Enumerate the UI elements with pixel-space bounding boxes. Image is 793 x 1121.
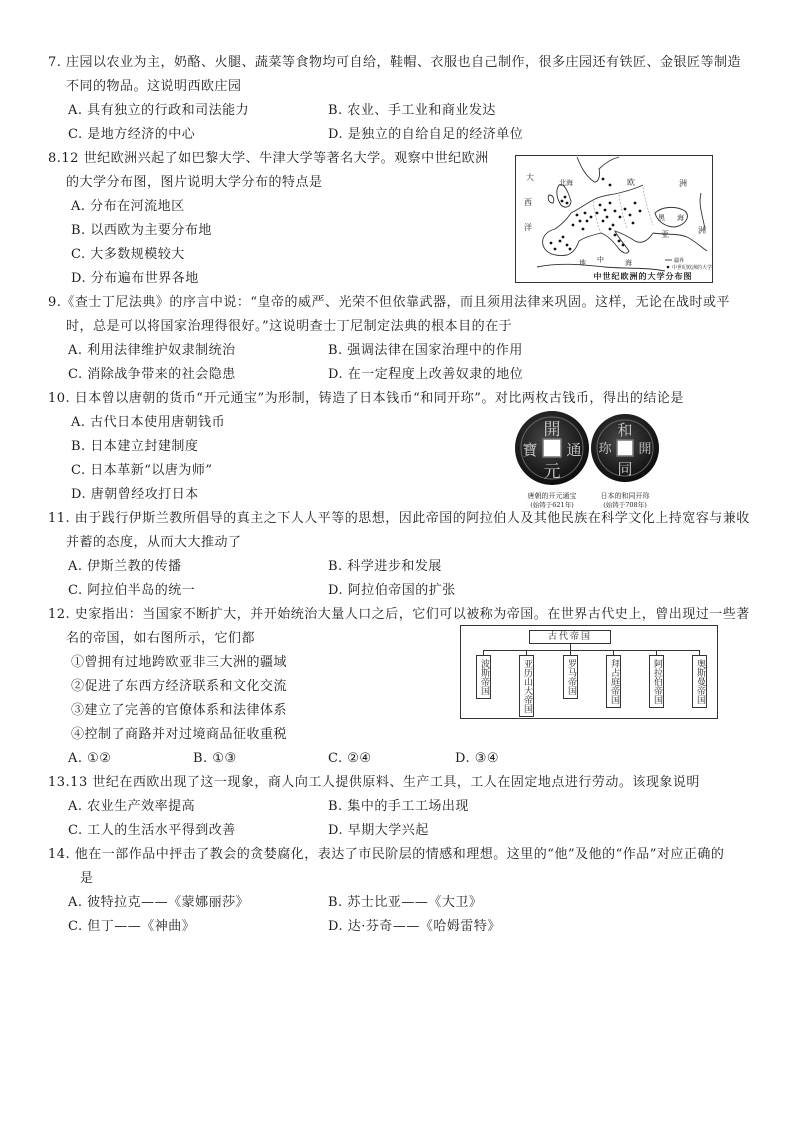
q12-options-row xyxy=(48,747,753,771)
q10-option-c: C. 日本革新“以唐为师” xyxy=(71,463,213,478)
q7-option-c: C. 是地方经济的中心 xyxy=(68,127,196,142)
empire-box-roman: 罗马帝国 xyxy=(563,655,578,699)
q12-stem-line-2: 名的帝国，如右图所示，它们都 xyxy=(66,631,256,646)
q9-options-row-1 xyxy=(48,339,753,363)
q12-statement-1: ①曾拥有过地跨欧亚非三大洲的疆域 xyxy=(71,655,288,670)
tang-coin-char-top: 開 xyxy=(543,420,561,440)
empire-box-byzantine: 拜占庭帝国 xyxy=(606,655,621,708)
q11-options-row-2 xyxy=(48,579,753,603)
q13-stem-line-1: 13.13 世纪在西欧出现了这一现象，商人向工人提供原料、生产工具，工人在固定地点进行劳动。该现象说明 xyxy=(48,775,700,790)
japan-coin xyxy=(591,414,659,509)
q7-options-row-2 xyxy=(48,123,753,147)
map-label-asia-1: 亚 xyxy=(661,230,669,239)
q7-option-d: D. 是独立的自给自足的经济单位 xyxy=(328,127,524,142)
q8-stem-line-1: 8.12 世纪欧洲兴起了如巴黎大学、牛津大学等著名大学。观察中世纪欧洲 xyxy=(48,151,489,166)
q12-option-b: B. ①③ xyxy=(193,751,237,766)
university-dot xyxy=(572,224,575,227)
empire-box-alexander: 亚历山大帝国 xyxy=(519,655,534,717)
university-dot xyxy=(579,220,582,223)
q9-options-row-2 xyxy=(48,363,753,387)
university-dot xyxy=(624,208,627,211)
japan-coin-caption: 日本的和同开珎 xyxy=(600,492,650,500)
university-dot xyxy=(559,240,562,243)
japan-coin-char-left: 珎 xyxy=(598,442,612,457)
map-label-black-sea-2: 海 xyxy=(677,214,684,222)
q11-option-d: D. 阿拉伯帝国的扩张 xyxy=(328,583,456,598)
q11-stem-line-2: 并蓄的态度，从而大大推动了 xyxy=(66,535,242,550)
university-dot xyxy=(619,216,622,219)
legend-university-swatch xyxy=(667,266,670,269)
university-dot xyxy=(604,209,607,212)
q11-option-b: B. 科学进步和发展 xyxy=(328,559,442,574)
q12-option-a: A. ①② xyxy=(68,751,112,766)
university-dot xyxy=(602,178,605,181)
university-dot xyxy=(566,244,569,247)
map-caption: 中世纪欧洲的大学分布图 xyxy=(593,271,693,281)
japan-coin-char-top: 和 xyxy=(617,421,633,439)
q7-options-row-1 xyxy=(48,99,753,123)
q12-statement-3: ③建立了完善的官僚体系和法律体系 xyxy=(71,703,288,718)
empire-box-persian: 波斯帝国 xyxy=(476,655,491,699)
map-label-europe-1: 欧 xyxy=(627,178,635,187)
q7-option-a: A. 具有独立的行政和司法能力 xyxy=(68,103,250,118)
q13-option-a: A. 农业生产效率提高 xyxy=(68,799,196,814)
q12-statement-2: ②促进了东西方经济联系和文化交流 xyxy=(71,679,288,694)
q14-options-row-2 xyxy=(48,915,753,939)
map-label-europe-2: 洲 xyxy=(679,179,687,188)
university-dot xyxy=(596,212,599,215)
q7-stem-line-1: 7. 庄园以农业为主，奶酪、火腿、蔬菜等食物均可自给，鞋帽、衣服也自己制作，很多庄园还有铁匠、金银匠等制造 xyxy=(48,55,742,70)
university-dot xyxy=(602,220,605,223)
q8-option-c: C. 大多数规模较大 xyxy=(71,247,185,262)
university-dot xyxy=(609,184,612,187)
q10-option-a: A. 古代日本使用唐朝钱币 xyxy=(71,415,226,430)
university-dot xyxy=(609,228,612,231)
q9-option-d: D. 在一定程度上改善奴隶的地位 xyxy=(328,367,524,382)
university-dot xyxy=(612,224,615,227)
empire-diagram-title: 古代帝国 xyxy=(529,630,611,644)
q11-option-c: C. 阿拉伯半岛的统一 xyxy=(68,583,196,598)
university-dot xyxy=(599,204,602,207)
tang-coin-char-right: 通 xyxy=(566,441,582,459)
legend-university-label: 中世纪欧洲的大学 xyxy=(672,265,713,271)
map-label-black-sea-1: 黑 xyxy=(658,214,665,222)
university-dot xyxy=(550,242,553,245)
q9-stem-line-2: 时，总是可以将国家治理得很好。”这说明查士丁尼制定法典的根本目的在于 xyxy=(66,319,513,334)
university-dot xyxy=(609,202,612,205)
japan-coin-char-bottom: 同 xyxy=(617,460,633,478)
q8-option-d: D. 分布遍布世界各地 xyxy=(71,271,199,286)
university-dot xyxy=(629,214,632,217)
university-dot xyxy=(562,236,565,239)
q11-stem-line-1: 11. 由于践行伊斯兰教所倡导的真主之下人人平等的思想，因此帝国的阿拉伯人及其他民族在科学文化上持宽容与兼收 xyxy=(48,511,750,526)
tang-coin xyxy=(515,411,589,509)
map-label-mediterranean-3: 海 xyxy=(625,259,632,267)
university-dot xyxy=(639,210,642,213)
q11-option-a: A. 伊斯兰教的传播 xyxy=(68,559,182,574)
empire-connector-bar xyxy=(483,650,700,651)
q13-options-row-2 xyxy=(48,819,753,843)
q12-option-d: D. ③④ xyxy=(455,751,500,766)
map-label-atlantic-1: 大 xyxy=(526,173,534,182)
map-label-atlantic-2: 西 xyxy=(524,198,532,207)
q13-options-row-1 xyxy=(48,795,753,819)
university-dot xyxy=(569,248,572,251)
q12-statement-4: ④控制了商路并对过境商品征收重税 xyxy=(71,727,288,742)
tang-coin-char-left: 寶 xyxy=(522,441,538,459)
q14-option-d: D. 达·芬奇——《哈姆雷特》 xyxy=(328,919,501,934)
university-dot xyxy=(622,244,625,247)
q7-option-b: B. 农业、手工业和商业发达 xyxy=(328,103,496,118)
university-dot xyxy=(634,202,637,205)
coin-comparison-figure xyxy=(514,410,661,514)
q9-option-b: B. 强调法律在国家治理中的作用 xyxy=(328,343,523,358)
q9-stem-line-1: 9.《查士丁尼法典》的序言中说：“皇帝的威严、光荣不但依靠武器，而且须用法律来巩固。这样，无论在战时或平 xyxy=(48,295,731,310)
university-dot xyxy=(554,248,557,251)
japan-coin-date: (始铸于708年) xyxy=(603,501,647,509)
q8-stem-line-2: 的大学分布图，图片说明大学分布的特点是 xyxy=(66,175,323,190)
map-label-atlantic-3: 洋 xyxy=(524,223,532,232)
university-dot xyxy=(584,212,587,215)
q10-stem-line-1: 10. 日本曾以唐朝的货币“开元通宝”为形制，铸造了日本钱币“和同开珎”。对比两枚古钱币，得出的结论是 xyxy=(48,391,684,406)
q9-option-c: C. 消除战争带来的社会隐患 xyxy=(68,367,236,382)
empire-box-arab: 阿拉伯帝国 xyxy=(649,655,664,708)
medieval-university-map xyxy=(515,155,713,283)
university-dot xyxy=(618,240,621,243)
university-dot xyxy=(564,196,567,199)
university-dot xyxy=(614,234,617,237)
q13-option-d: D. 早期大学兴起 xyxy=(328,823,429,838)
q14-option-a: A. 彼特拉克——《蒙娜丽莎》 xyxy=(68,895,250,910)
q12-option-c: C. ②④ xyxy=(328,751,372,766)
tang-coin-caption: 唐朝的开元通宝 xyxy=(527,492,577,500)
map-label-north-sea: 北海 xyxy=(559,179,573,187)
q12-stem-line-1: 12. 史家指出：当国家不断扩大，并开始统治大量人口之后，它们可以被称为帝国。在世界古代史上，曾出现过一些著 xyxy=(48,607,750,622)
japan-coin-hole xyxy=(617,440,633,456)
university-dot xyxy=(561,200,564,203)
university-dot xyxy=(632,222,635,225)
q13-option-b: B. 集中的手工工场出现 xyxy=(328,799,469,814)
q9-option-a: A. 利用法律维护奴隶制统治 xyxy=(68,343,236,358)
q14-option-b: B. 苏士比亚——《大卫》 xyxy=(328,895,483,910)
q14-options-row-1 xyxy=(48,891,753,915)
tang-coin-date: (始铸于621年) xyxy=(530,501,574,509)
university-dot xyxy=(606,216,609,219)
q14-stem-line-2: 是 xyxy=(80,871,94,886)
map-label-mediterranean-2: 中 xyxy=(597,256,604,264)
tang-coin-hole xyxy=(543,439,561,457)
q11-options-row-1 xyxy=(48,555,753,579)
university-dot xyxy=(582,228,585,231)
university-dot xyxy=(614,210,617,213)
q10-option-d: D. 唐朝曾经攻打日本 xyxy=(71,487,199,502)
legend-border-label: 疆界 xyxy=(674,258,685,264)
map-label-asia-2: 洲 xyxy=(698,226,706,235)
q7-stem-line-2: 不同的物品。这说明西欧庄园 xyxy=(66,79,242,94)
q14-option-c: C. 但丁——《神曲》 xyxy=(68,919,196,934)
empire-box-ottoman: 奥斯曼帝国 xyxy=(692,655,707,708)
q8-option-b: B. 以西欧为主要分布地 xyxy=(71,223,212,238)
university-dot xyxy=(576,214,579,217)
japan-coin-char-right: 開 xyxy=(638,442,652,457)
map-label-mediterranean-1: 地 xyxy=(579,259,586,267)
q8-option-a: A. 分布在河流地区 xyxy=(71,199,185,214)
university-dot xyxy=(586,220,589,223)
q13-option-c: C. 工人的生活水平得到改善 xyxy=(68,823,236,838)
university-dot xyxy=(566,202,569,205)
university-dot xyxy=(590,216,593,219)
q10-option-b: B. 日本建立封建制度 xyxy=(71,439,199,454)
tang-coin-char-bottom: 元 xyxy=(543,462,561,482)
q14-stem-line-1: 14. 他在一部作品中抨击了教会的贪婪腐化，表达了市民阶层的情感和理想。这里的“他”及他的“作品”对应正确的 xyxy=(48,847,725,862)
